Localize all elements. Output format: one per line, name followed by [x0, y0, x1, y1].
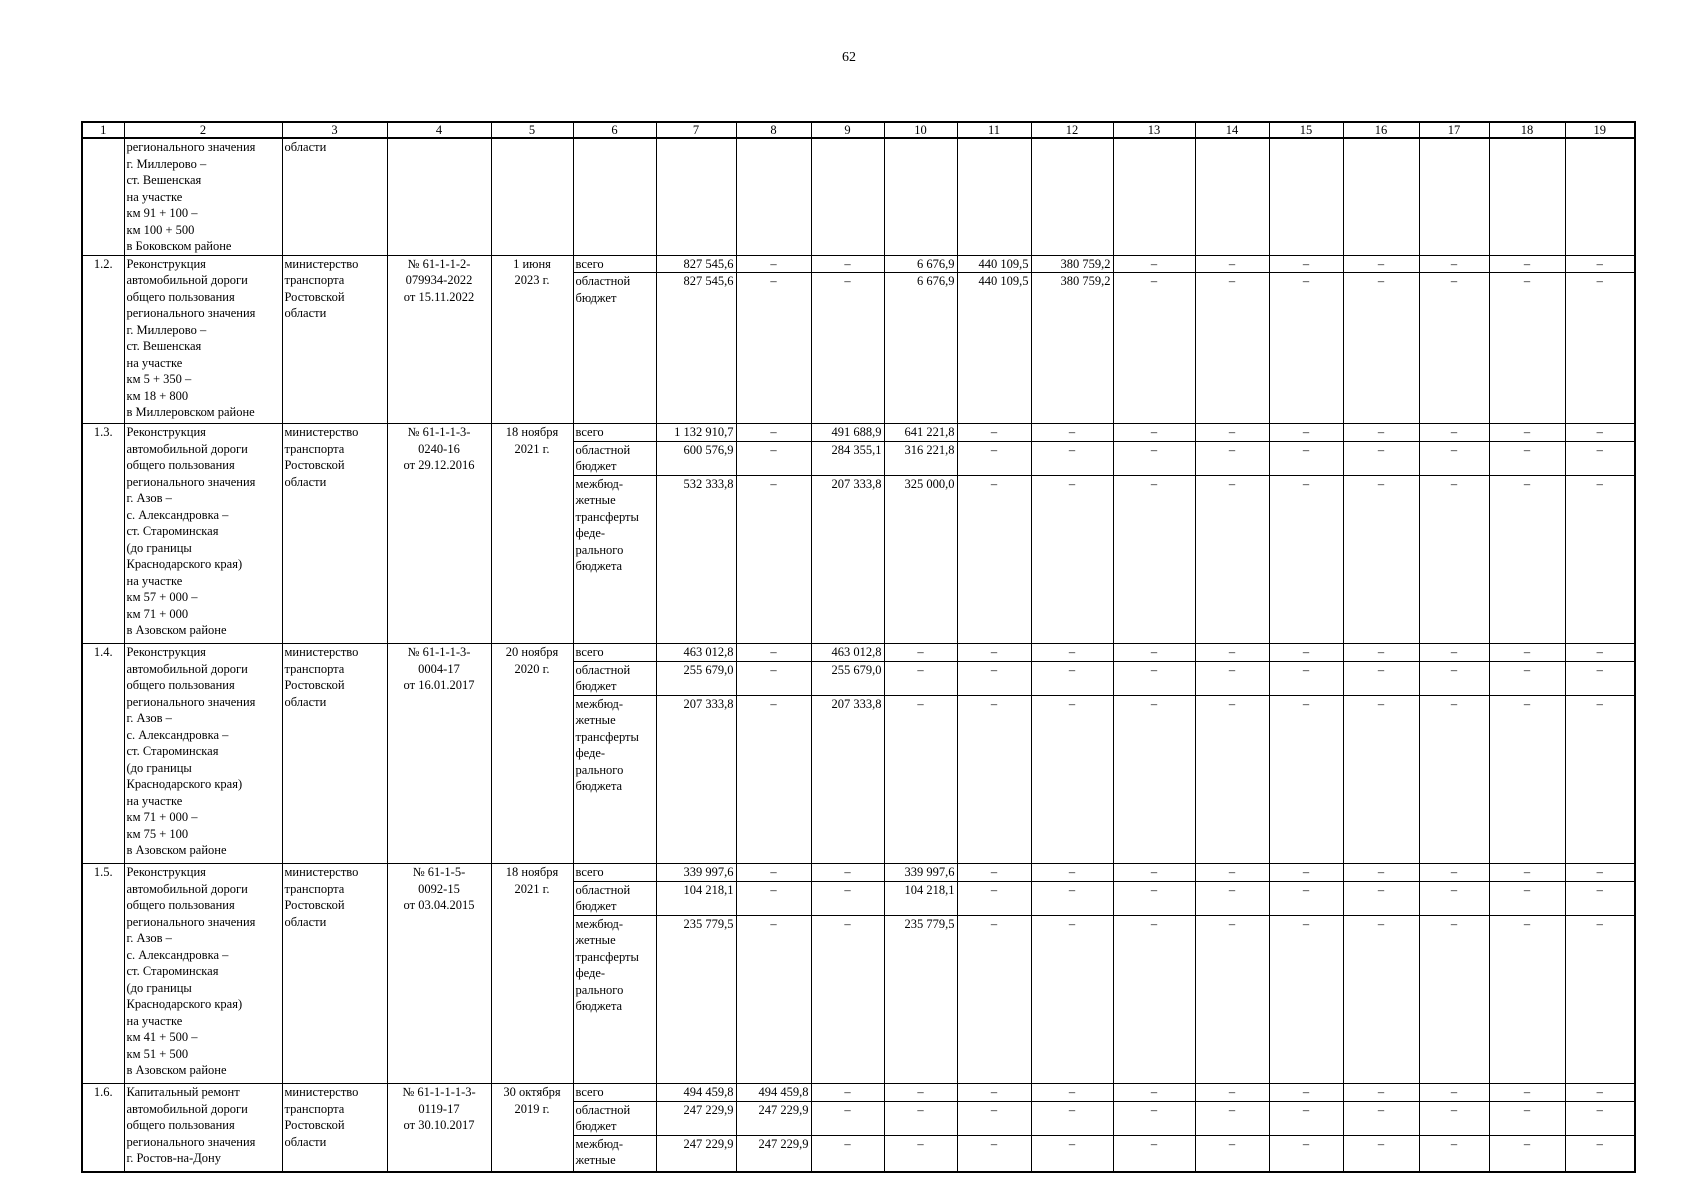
amount-cell: 380 759,2 [1031, 273, 1113, 424]
expertise-doc: № 61-1-1-3- 0240-16 от 29.12.2016 [387, 424, 491, 644]
amount-cell: – [1031, 695, 1113, 864]
amount-cell: – [1113, 881, 1195, 915]
item-number: 1.6. [82, 1084, 124, 1172]
responsible-org: министерство транспорта Ростовской области [282, 864, 387, 1084]
amount-cell: – [957, 644, 1031, 662]
amount-cell: – [1565, 1084, 1635, 1102]
amount-cell: – [957, 424, 1031, 442]
amount-cell: 1 132 910,7 [656, 424, 736, 442]
column-number-2: 2 [124, 122, 282, 138]
amount-cell: – [1565, 424, 1635, 442]
amount-cell: – [1343, 864, 1419, 882]
column-number-8: 8 [736, 122, 811, 138]
funding-source: областной бюджет [573, 661, 656, 695]
amount-cell: 532 333,8 [656, 475, 736, 644]
amount-cell: – [1031, 644, 1113, 662]
amount-cell: – [1419, 1101, 1489, 1135]
amount-cell: – [1195, 695, 1269, 864]
object-name: Реконструкция автомобильной дороги общего пользования регионального значения г. Азов – с. Александровка – ст. Староминская (до границы Краснодарского края) на участке км 41 + 500 – км 51 + 500 в Азовском районе [124, 864, 282, 1084]
amount-cell: – [811, 1101, 884, 1135]
amount-cell: – [1565, 644, 1635, 662]
amount-cell: – [1489, 915, 1565, 1084]
column-number-12: 12 [1031, 122, 1113, 138]
cell-empty [573, 138, 656, 255]
amount-cell: – [811, 1084, 884, 1102]
amount-cell: – [1269, 475, 1343, 644]
amount-cell: 463 012,8 [656, 644, 736, 662]
table-row [82, 644, 1635, 662]
amount-cell: – [1489, 255, 1565, 273]
amount-cell: – [957, 864, 1031, 882]
amount-cell: – [1565, 1101, 1635, 1135]
amount-cell: 235 779,5 [656, 915, 736, 1084]
amount-cell: – [1343, 475, 1419, 644]
amount-cell: – [957, 441, 1031, 475]
amount-cell: 380 759,2 [1031, 255, 1113, 273]
amount-cell: – [1195, 424, 1269, 442]
amount-cell: – [1343, 915, 1419, 1084]
column-number-15: 15 [1269, 122, 1343, 138]
amount-cell: – [811, 273, 884, 424]
amount-cell: – [1419, 661, 1489, 695]
completion-date: 30 октября 2019 г. [491, 1084, 573, 1172]
amount-cell: 494 459,8 [736, 1084, 811, 1102]
expertise-doc: № 61-1-1-3- 0004-17 от 16.01.2017 [387, 644, 491, 864]
amount-cell: – [1031, 915, 1113, 1084]
amount-cell: – [1565, 915, 1635, 1084]
amount-cell: – [1031, 1135, 1113, 1172]
amount-cell: – [957, 695, 1031, 864]
amount-cell: – [957, 661, 1031, 695]
amount-cell: 207 333,8 [811, 475, 884, 644]
column-number-17: 17 [1419, 122, 1489, 138]
amount-cell: – [1195, 475, 1269, 644]
amount-cell: – [1489, 424, 1565, 442]
amount-cell: – [736, 644, 811, 662]
cell-empty [1565, 138, 1635, 255]
amount-cell: – [1419, 424, 1489, 442]
amount-cell: – [1565, 475, 1635, 644]
amount-cell: – [884, 661, 957, 695]
amount-cell: – [1419, 273, 1489, 424]
amount-cell: – [1565, 273, 1635, 424]
amount-cell: – [1195, 864, 1269, 882]
amount-cell: – [1031, 424, 1113, 442]
amount-cell: – [1565, 441, 1635, 475]
amount-cell: 641 221,8 [884, 424, 957, 442]
amount-cell: – [1269, 255, 1343, 273]
object-name: Капитальный ремонт автомобильной дороги общего пользования регионального значения г. Ростов-на-Дону [124, 1084, 282, 1172]
amount-cell: – [736, 441, 811, 475]
amount-cell: 827 545,6 [656, 273, 736, 424]
amount-cell: – [736, 695, 811, 864]
amount-cell: – [1113, 273, 1195, 424]
amount-cell: 339 997,6 [884, 864, 957, 882]
amount-cell: 255 679,0 [656, 661, 736, 695]
amount-cell: – [1195, 661, 1269, 695]
amount-cell: 247 229,9 [656, 1101, 736, 1135]
amount-cell: – [1113, 424, 1195, 442]
amount-cell: – [1195, 1084, 1269, 1102]
column-number-14: 14 [1195, 122, 1269, 138]
amount-cell: – [1419, 644, 1489, 662]
cell-empty [1195, 138, 1269, 255]
amount-cell: – [1489, 475, 1565, 644]
amount-cell: – [736, 273, 811, 424]
column-number-16: 16 [1343, 122, 1419, 138]
amount-cell: 6 676,9 [884, 273, 957, 424]
amount-cell: – [736, 881, 811, 915]
column-number-1: 1 [82, 122, 124, 138]
amount-cell: – [1565, 661, 1635, 695]
cell-empty [957, 138, 1031, 255]
amount-cell: – [1195, 881, 1269, 915]
table-row [82, 424, 1635, 442]
amount-cell: – [1343, 881, 1419, 915]
funding-source: областной бюджет [573, 1101, 656, 1135]
amount-cell: – [957, 1101, 1031, 1135]
amount-cell: – [1113, 915, 1195, 1084]
amount-cell: – [736, 424, 811, 442]
amount-cell: – [884, 695, 957, 864]
funding-source: всего [573, 424, 656, 442]
amount-cell: – [1031, 1101, 1113, 1135]
amount-cell: – [884, 1135, 957, 1172]
column-number-13: 13 [1113, 122, 1195, 138]
cell-empty [656, 138, 736, 255]
amount-cell: – [1489, 441, 1565, 475]
amount-cell: – [957, 915, 1031, 1084]
amount-cell: – [736, 661, 811, 695]
amount-cell: – [1031, 475, 1113, 644]
amount-cell: 284 355,1 [811, 441, 884, 475]
object-name: регионального значения г. Миллерово – ст. Вешенская на участке км 91 + 100 – км 100 + 500 в Боковском районе [124, 138, 282, 255]
amount-cell: – [1419, 1084, 1489, 1102]
amount-cell: 235 779,5 [884, 915, 957, 1084]
cell-empty [1113, 138, 1195, 255]
amount-cell: – [1195, 1101, 1269, 1135]
amount-cell: – [1113, 864, 1195, 882]
continuation-row [82, 138, 1635, 255]
amount-cell: – [1269, 441, 1343, 475]
amount-cell: – [736, 864, 811, 882]
column-number-19: 19 [1565, 122, 1635, 138]
column-number-3: 3 [282, 122, 387, 138]
amount-cell: – [1489, 881, 1565, 915]
amount-cell: – [1113, 1101, 1195, 1135]
cell-empty [82, 138, 124, 255]
amount-cell: – [1489, 644, 1565, 662]
amount-cell: 463 012,8 [811, 644, 884, 662]
amount-cell: 247 229,9 [736, 1135, 811, 1172]
amount-cell: – [1269, 695, 1343, 864]
funding-source: областной бюджет [573, 881, 656, 915]
amount-cell: – [1343, 441, 1419, 475]
amount-cell: – [1113, 1084, 1195, 1102]
amount-cell: – [1343, 1084, 1419, 1102]
cell-empty [1419, 138, 1489, 255]
amount-cell: 491 688,9 [811, 424, 884, 442]
table-row [82, 1084, 1635, 1102]
amount-cell: – [1195, 273, 1269, 424]
amount-cell: – [1565, 695, 1635, 864]
amount-cell: 207 333,8 [656, 695, 736, 864]
responsible-org: министерство транспорта Ростовской области [282, 424, 387, 644]
amount-cell: – [811, 915, 884, 1084]
column-number-header [82, 122, 1635, 138]
amount-cell: 325 000,0 [884, 475, 957, 644]
amount-cell: – [811, 864, 884, 882]
funding-source: межбюд- жетные трансферты феде- рального бюджета [573, 695, 656, 864]
amount-cell: – [1113, 661, 1195, 695]
amount-cell: – [1113, 441, 1195, 475]
item-number: 1.2. [82, 255, 124, 424]
amount-cell: – [1419, 255, 1489, 273]
amount-cell: – [1343, 661, 1419, 695]
amount-cell: – [1195, 1135, 1269, 1172]
amount-cell: 255 679,0 [811, 661, 884, 695]
column-number-7: 7 [656, 122, 736, 138]
amount-cell: – [957, 1135, 1031, 1172]
amount-cell: – [1269, 881, 1343, 915]
column-number-11: 11 [957, 122, 1031, 138]
amount-cell: – [1195, 915, 1269, 1084]
cell-empty [1269, 138, 1343, 255]
amount-cell: – [1489, 864, 1565, 882]
amount-cell: – [1113, 475, 1195, 644]
amount-cell: – [1269, 424, 1343, 442]
amount-cell: – [1489, 661, 1565, 695]
amount-cell: – [1113, 644, 1195, 662]
cell-empty [811, 138, 884, 255]
amount-cell: – [1269, 915, 1343, 1084]
column-number-9: 9 [811, 122, 884, 138]
amount-cell: – [957, 1084, 1031, 1102]
amount-cell: 339 997,6 [656, 864, 736, 882]
amount-cell: – [1489, 273, 1565, 424]
amount-cell: – [1031, 1084, 1113, 1102]
amount-cell: 104 218,1 [884, 881, 957, 915]
amount-cell: – [1419, 915, 1489, 1084]
funding-source: межбюд- жетные трансферты феде- рального бюджета [573, 475, 656, 644]
amount-cell: 247 229,9 [656, 1135, 736, 1172]
amount-cell: – [1031, 864, 1113, 882]
item-number: 1.5. [82, 864, 124, 1084]
table-body [82, 138, 1635, 1172]
financing-table [81, 121, 1636, 1173]
amount-cell: – [1343, 695, 1419, 864]
amount-cell: – [884, 644, 957, 662]
funding-source: всего [573, 864, 656, 882]
cell-empty [387, 138, 491, 255]
amount-cell: 6 676,9 [884, 255, 957, 273]
funding-source: межбюд- жетные [573, 1135, 656, 1172]
amount-cell: – [1489, 1101, 1565, 1135]
funding-source: областной бюджет [573, 273, 656, 424]
amount-cell: 440 109,5 [957, 273, 1031, 424]
table-row [82, 864, 1635, 882]
completion-date: 1 июня 2023 г. [491, 255, 573, 424]
amount-cell: 316 221,8 [884, 441, 957, 475]
funding-source: всего [573, 255, 656, 273]
amount-cell: – [736, 475, 811, 644]
amount-cell: – [1269, 1101, 1343, 1135]
amount-cell: – [811, 881, 884, 915]
amount-cell: 494 459,8 [656, 1084, 736, 1102]
cell-empty [1343, 138, 1419, 255]
table-row [82, 255, 1635, 273]
amount-cell: – [1031, 661, 1113, 695]
amount-cell: – [1113, 695, 1195, 864]
amount-cell: – [884, 1101, 957, 1135]
column-number-4: 4 [387, 122, 491, 138]
responsible-org: министерство транспорта Ростовской области [282, 255, 387, 424]
amount-cell: – [1419, 864, 1489, 882]
amount-cell: 440 109,5 [957, 255, 1031, 273]
amount-cell: – [1269, 1135, 1343, 1172]
amount-cell: – [1195, 255, 1269, 273]
amount-cell: 247 229,9 [736, 1101, 811, 1135]
column-number-5: 5 [491, 122, 573, 138]
amount-cell: – [1419, 441, 1489, 475]
amount-cell: – [1113, 255, 1195, 273]
amount-cell: – [1269, 644, 1343, 662]
cell-empty [491, 138, 573, 255]
amount-cell: 207 333,8 [811, 695, 884, 864]
column-number-10: 10 [884, 122, 957, 138]
funding-source: областной бюджет [573, 441, 656, 475]
amount-cell: – [1419, 695, 1489, 864]
amount-cell: – [1195, 644, 1269, 662]
amount-cell: 600 576,9 [656, 441, 736, 475]
amount-cell: – [1031, 881, 1113, 915]
amount-cell: – [1419, 881, 1489, 915]
amount-cell: – [1343, 644, 1419, 662]
completion-date: 18 ноября 2021 г. [491, 424, 573, 644]
amount-cell: – [1419, 1135, 1489, 1172]
amount-cell: – [1343, 424, 1419, 442]
amount-cell: – [811, 255, 884, 273]
amount-cell: – [1269, 661, 1343, 695]
amount-cell: – [1489, 1084, 1565, 1102]
object-name: Реконструкция автомобильной дороги общего пользования регионального значения г. Азов – с. Александровка – ст. Староминская (до границы Краснодарского края) на участке км 57 + 000 – км 71 + 000 в Азовском районе [124, 424, 282, 644]
amount-cell: – [1565, 1135, 1635, 1172]
amount-cell: – [957, 475, 1031, 644]
completion-date: 18 ноября 2021 г. [491, 864, 573, 1084]
cell-empty [884, 138, 957, 255]
amount-cell: 827 545,6 [656, 255, 736, 273]
funding-source: межбюд- жетные трансферты феде- рального бюджета [573, 915, 656, 1084]
completion-date: 20 ноября 2020 г. [491, 644, 573, 864]
funding-source: всего [573, 1084, 656, 1102]
funding-source: всего [573, 644, 656, 662]
amount-cell: – [736, 255, 811, 273]
amount-cell: – [1113, 1135, 1195, 1172]
amount-cell: – [1565, 864, 1635, 882]
responsible-org: области [282, 138, 387, 255]
amount-cell: – [884, 1084, 957, 1102]
column-number-18: 18 [1489, 122, 1565, 138]
cell-empty [736, 138, 811, 255]
expertise-doc: № 61-1-5- 0092-15 от 03.04.2015 [387, 864, 491, 1084]
amount-cell: 104 218,1 [656, 881, 736, 915]
amount-cell: – [1269, 1084, 1343, 1102]
amount-cell: – [957, 881, 1031, 915]
responsible-org: министерство транспорта Ростовской области [282, 644, 387, 864]
item-number: 1.3. [82, 424, 124, 644]
amount-cell: – [811, 1135, 884, 1172]
amount-cell: – [1269, 273, 1343, 424]
header-row [82, 122, 1635, 138]
amount-cell: – [1565, 255, 1635, 273]
amount-cell: – [1489, 1135, 1565, 1172]
amount-cell: – [1343, 273, 1419, 424]
amount-cell: – [1269, 864, 1343, 882]
amount-cell: – [1031, 441, 1113, 475]
item-number: 1.4. [82, 644, 124, 864]
amount-cell: – [1343, 1101, 1419, 1135]
amount-cell: – [736, 915, 811, 1084]
object-name: Реконструкция автомобильной дороги общего пользования регионального значения г. Миллерово – ст. Вешенская на участке км 5 + 350 – км 18 + 800 в Миллеровском районе [124, 255, 282, 424]
object-name: Реконструкция автомобильной дороги общего пользования регионального значения г. Азов – с. Александровка – ст. Староминская (до границы Краснодарского края) на участке км 71 + 000 – км 75 + 100 в Азовском районе [124, 644, 282, 864]
cell-empty [1489, 138, 1565, 255]
cell-empty [1031, 138, 1113, 255]
amount-cell: – [1343, 255, 1419, 273]
amount-cell: – [1343, 1135, 1419, 1172]
amount-cell: – [1195, 441, 1269, 475]
expertise-doc: № 61-1-1-2- 079934-2022 от 15.11.2022 [387, 255, 491, 424]
expertise-doc: № 61-1-1-1-3- 0119-17 от 30.10.2017 [387, 1084, 491, 1172]
responsible-org: министерство транспорта Ростовской области [282, 1084, 387, 1172]
column-number-6: 6 [573, 122, 656, 138]
amount-cell: – [1489, 695, 1565, 864]
page-number: 62 [842, 50, 856, 65]
amount-cell: – [1419, 475, 1489, 644]
amount-cell: – [1565, 881, 1635, 915]
